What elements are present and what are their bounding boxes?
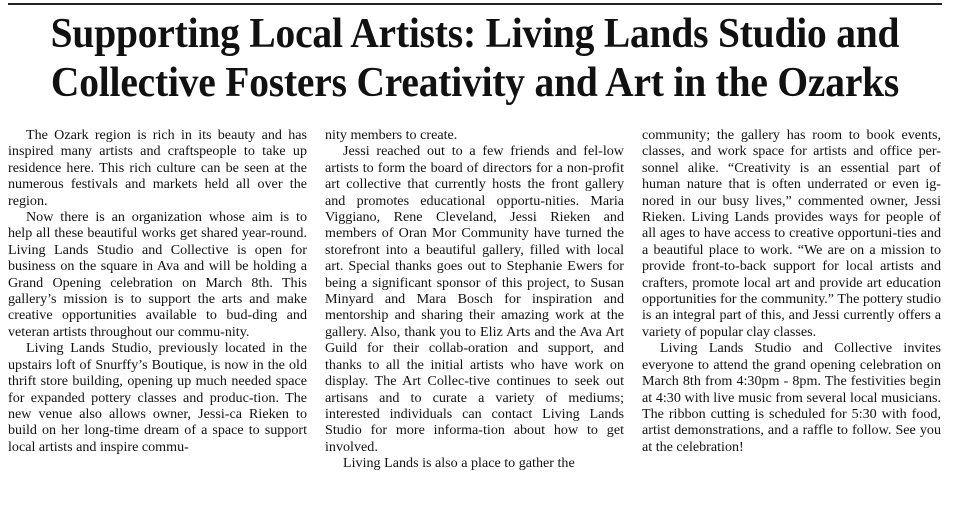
article-paragraph: The Ozark region is rich in its beauty and has inspired many artists and craftspeople to take up residence here. This rich culture can be seen at the numerous festivals and markets held all over the region. (8, 127, 307, 209)
article-paragraph: Living Lands Studio and Collective invites everyone to attend the grand opening celebration on March 8th from 4:30pm - 8pm. The festivities begin at 4:30 with live music from several local musicians. The ribbon cutting is scheduled for 5:30 with food, artist demonstrations, and a raffle to follow. See you at the celebration! (642, 340, 941, 455)
top-rule (8, 3, 942, 5)
article-column-2 (325, 127, 624, 472)
article-column-3 (642, 127, 941, 455)
article-paragraph: Now there is an organization whose aim is to help all these beautiful works get shared year-round. Living Lands Studio and Collective is open for business on the square in Ava and will be holding a Grand Opening celebration on March 8th. This gallery’s mission is to support the arts and make creative opportunities available to bud-ding and veteran artists throughout our commu-nity. (8, 209, 307, 340)
article-paragraph: Living Lands is also a place to gather the (343, 455, 575, 472)
article-column-1 (8, 127, 307, 455)
article-paragraph: Living Lands Studio, previously located in the upstairs loft of Snurffy’s Boutique, is now in the old thrift store building, opening up much needed space for expanded pottery classes and produc-tion. The new venue also allows owner, Jessi-ca Rieken to build on her long-time dream of a space to support local artists and inspire commu- (8, 340, 307, 455)
article-body (8, 127, 942, 487)
article-headline: Supporting Local Artists: Living Lands Studio and Collective Fosters Creativity and Art in the Ozarks (50, 11, 900, 106)
article-paragraph: Jessi reached out to a few friends and fel-low artists to form the board of directors for a non-profit art collective that currently hosts the front gallery and promotes educational opportu-nities. Maria Viggiano, Rene Cleveland, Jessi Rieken and members of Oran Mor Community have turned the storefront into a beautiful gallery, filled with local art. Special thanks goes out to Stephanie Ewers for being a significant sponsor of this project, to Susan Minyard and Mara Bosch for inspiration and mentorship and sharing their amazing work at the gallery. Also, thank you to Eliz Arts and the Ava Art Guild for their collab-oration and support, and thanks to all the initial artists who have work on display. The Art Collec-tive continues to seek out artisans and to curate a variety of mediums; interested individuals can contact Living Lands Studio for more informa-tion about how to get involved. (325, 143, 624, 455)
article-paragraph-continued: community; the gallery has room to book events, classes, and work space for artists and office per-sonnel alike. “Creativity is an essential part of human nature that is often underrated or even ig-nored in our busy lives,” commented owner, Jessi Rieken. Living Lands provides ways for people of all ages to have access to creative opportuni-ties and a beautiful place to work. “We are on a mission to provide front-to-back support for local artists and crafters, promote local art and provide art education opportunities for the community.” The pottery studio is an integral part of this, and Jessi currently offers a variety of popular clay classes. (642, 127, 941, 340)
article-paragraph-continued: nity members to create. (325, 127, 458, 143)
